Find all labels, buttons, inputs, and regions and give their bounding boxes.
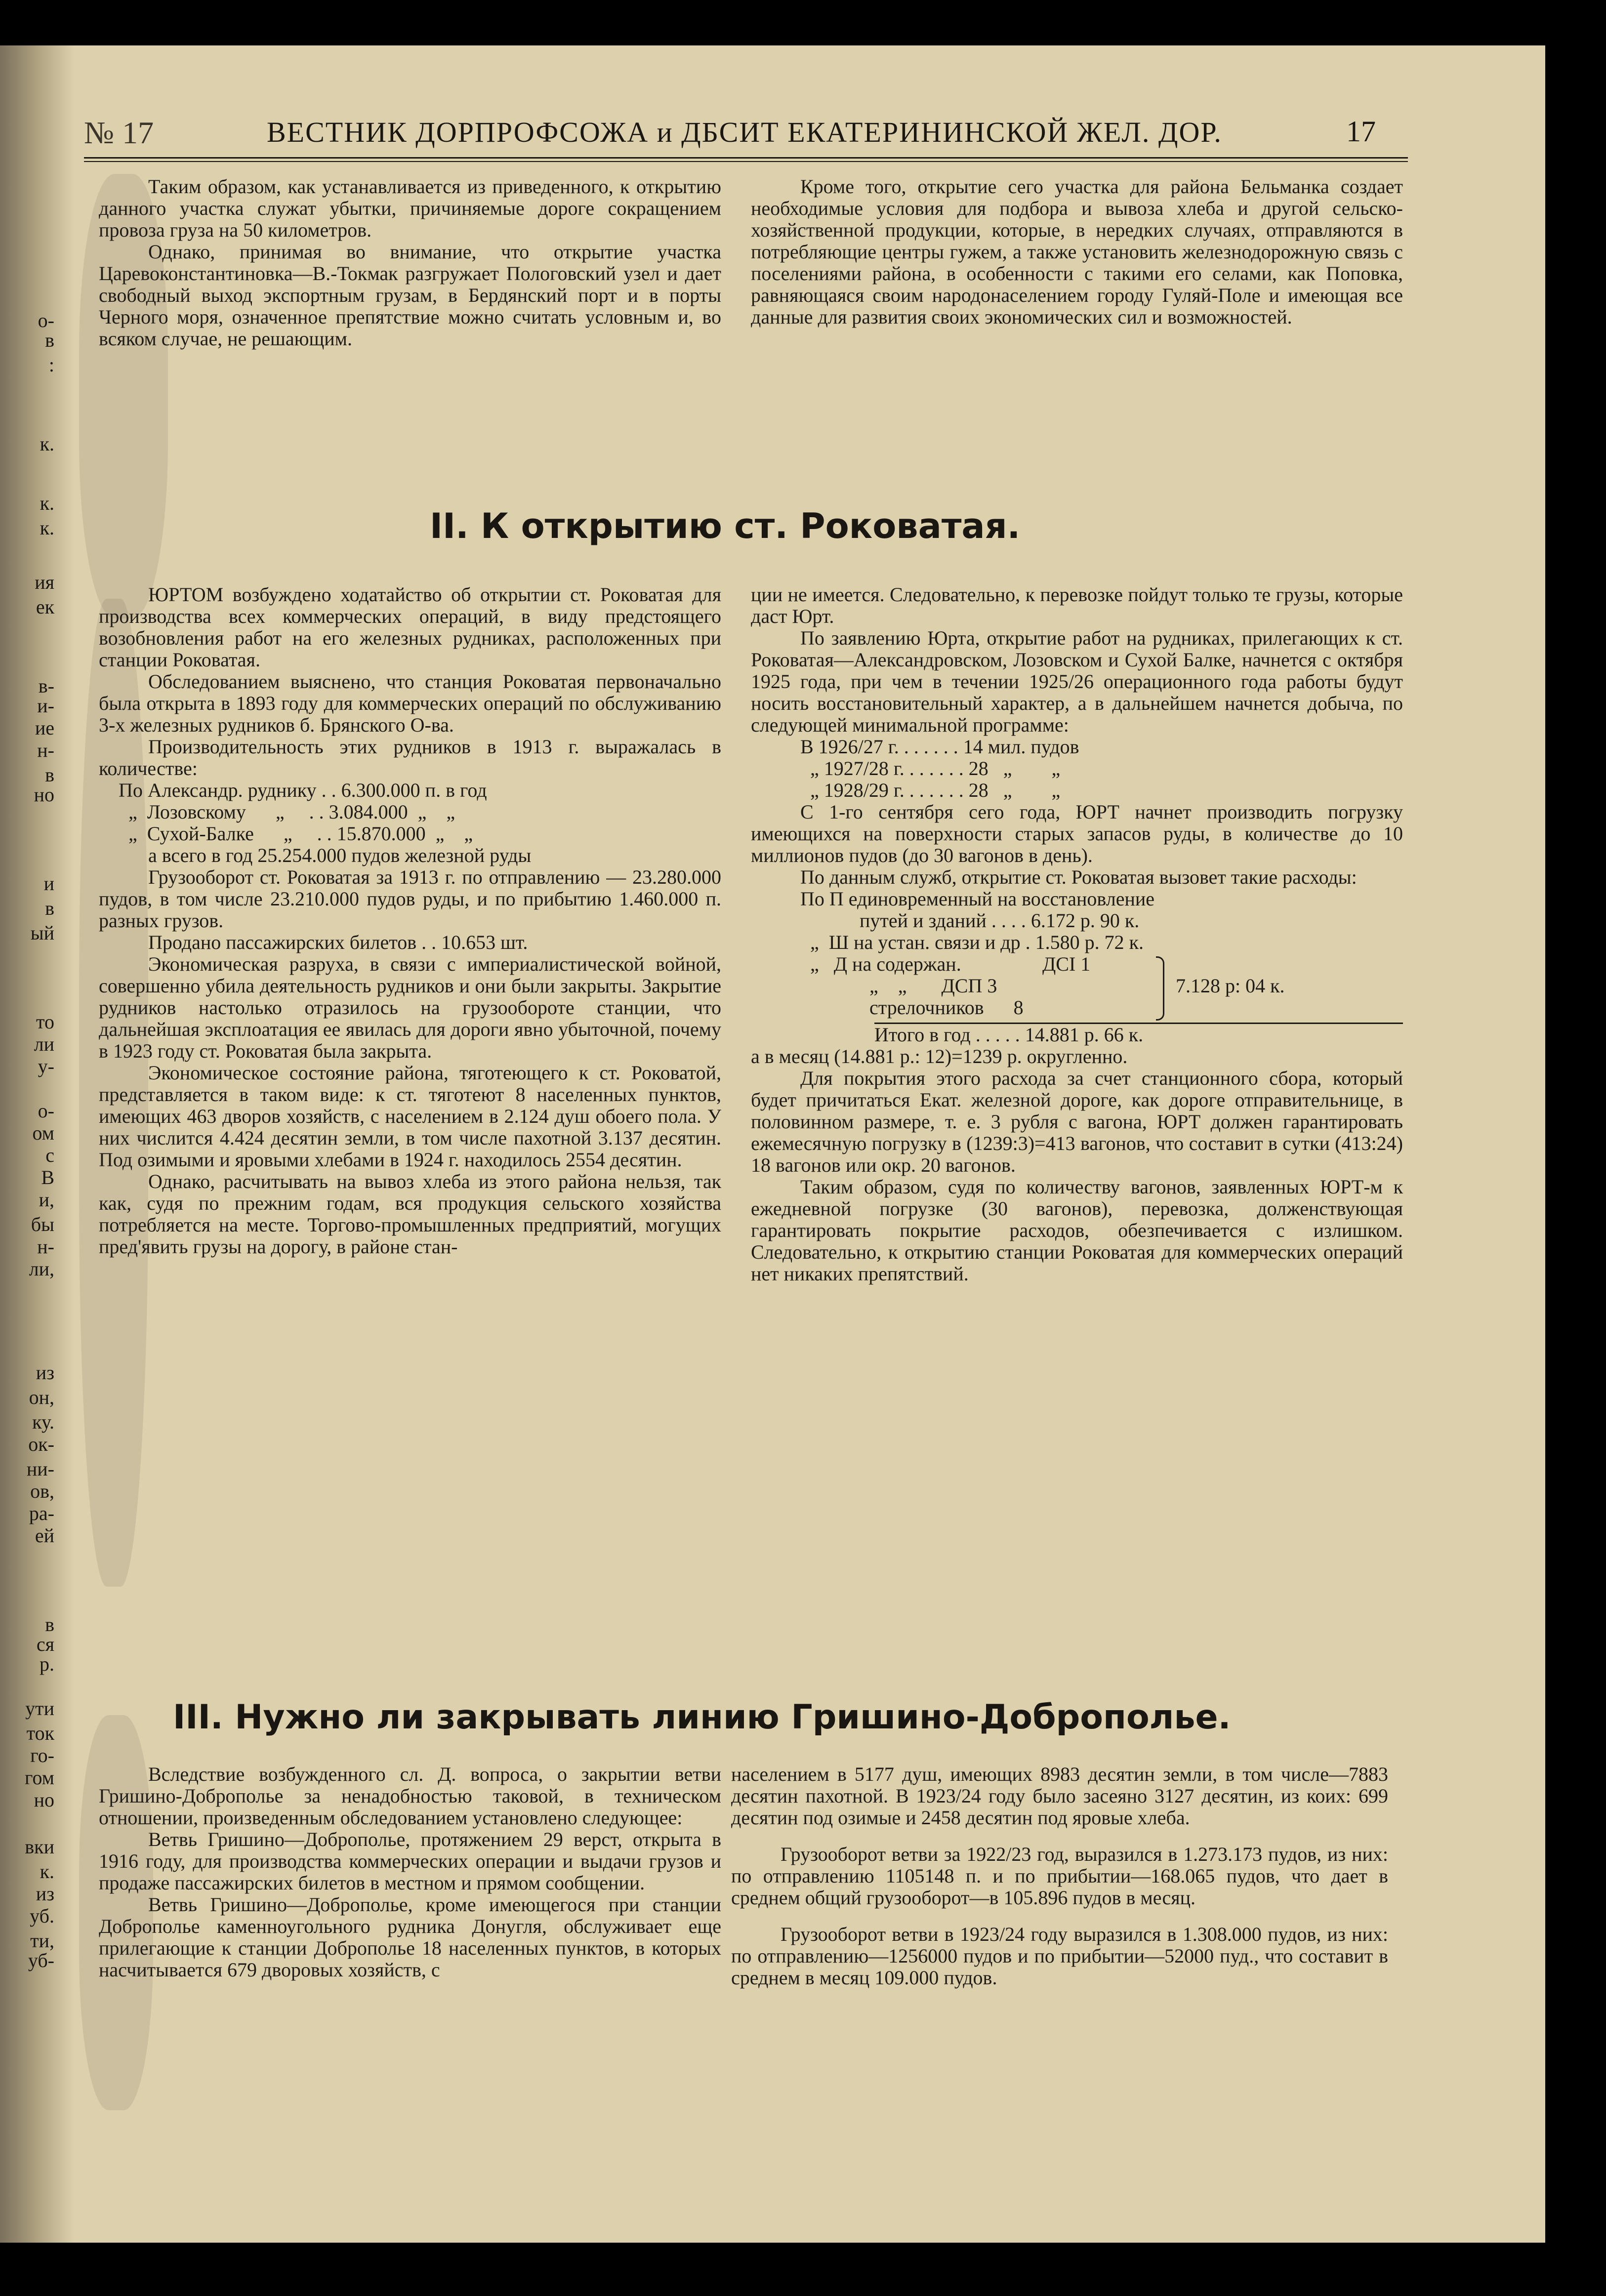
section3-left-column [99,1763,721,1981]
margin-fragment: он, [29,1386,54,1408]
section1-left-column [99,176,721,350]
paragraph: Экономическое состояние района, тяготеющего к ст. Роковатой, представляется в таком виде: к ст. тяготеют 8 населенных пунктов, имеющих 463 дворов хозяйств, с населением в 2.124 душ обоего пола. У них числится 4.424 десятин земли, в том числе пахотной 3.137 десятин. Под озимыми и яровыми хлебами в 1924 г. находилось 2554 десятин. [99,1062,721,1171]
running-header [84,115,1418,154]
margin-fragment: в [45,1613,54,1636]
issue-number: № 17 [84,115,154,150]
paragraph: По заявлению Юрта, открытие работ на рудниках, прилегающих к ст. Роковатая—Александровском, Лозовском и Сухой Балке, начнется с октября 1925 года, при чем в течении 1925/26 операционного года работы будут носить восстановительный характер, а в дальнейшем начнется добыча, по следующей минимальной программе: [751,627,1403,736]
program-row: В 1926/27 г. . . . . . . 14 мил. пудов [800,736,1079,758]
paragraph: Кроме того, открытие сего участка для района Бельманка создает необходимые условия для подбора и вывоза хлеба и другой сельско-хозяйственной продукции, которые, в нередких случаях, отправляются в потребляющие центры гужем, а также установить железнодорожную связь с поселениями района, в особенности с такими его селами, как Поповка, равняющаяся своим народонаселением городу Гуляй-Поле и имеющая все данные для развития своих экономических сил и возможностей. [751,175,1403,328]
margin-fragment: из [36,1883,54,1905]
margin-fragment: и, [39,1189,54,1211]
mine-row: „ Сухой-Балке „ . . 15.870.000 „ „ [119,822,473,845]
margin-fragment: ли, [29,1258,54,1280]
margin-fragment: в [45,764,54,786]
header-rule [84,157,1408,159]
margin-fragment: но [34,1789,54,1811]
paragraph: Ветвь Гришино—Доброполье, кроме имеющегося при станции Доброполье каменноугольного рудника Донугля, обслуживает еще прилегающие к станции Доброполье 18 населенных пунктов, в которых насчитывается 679 дворовых хозяйств, с [99,1893,721,1981]
margin-fragment: : [48,354,54,376]
margin-fragment: уб- [28,1949,54,1971]
header-title: ВЕСТНИК ДОРПРОФСОЖА и ДБСИТ ЕКАТЕРИНИНСКОЙ ЖЕЛ. ДОР. [267,116,1222,148]
margin-fragment: ек [36,596,54,618]
paragraph: Таким образом, судя по количеству вагонов, заявленных ЮРТ-м к ежедневной погрузке (30 вагонов), перевозка, долженствующая гарантировать покрытие расходов, обезпечивается с излишком. Следовательно, к открытию станции Роковатая для коммерческих операций нет никаких препятствий. [751,1176,1403,1285]
section1-right-column [751,176,1403,328]
margin-fragment: уб. [30,1905,54,1927]
section2-right-column [751,584,1403,1285]
maintenance-item: ДСІ 1 [1042,953,1091,975]
maintenance-block [751,953,1403,1023]
page-number: 17 [1346,115,1376,148]
margin-fragment: н- [37,739,54,761]
maintenance-brace [1156,956,1164,1021]
margin-fragment: из [36,1361,54,1384]
maintenance-label: „ Д на содержан. [800,953,961,975]
margin-fragment: гом [25,1766,54,1789]
margin-fragment: вки [25,1836,54,1858]
section3-heading: III. Нужно ли закрывать линию Гришино-Доброполье. [173,1698,1231,1737]
expense-row: По П единовременный на восстановление [800,888,1155,910]
margin-fragment: и- [37,695,54,717]
margin-fragment: ути [25,1697,54,1720]
margin-fragment: ку. [32,1411,54,1433]
mine-row: По Александр. руднику . . 6.300.000 п. в год [119,779,487,801]
margin-fragment: и [43,872,54,895]
program-row: „ 1928/29 г. . . . . . . 28 „ „ [800,779,1061,801]
paragraph: Таким образом, как устанавливается из приведенного, к открытию данного участка служат убытки, причиняемые дороге сокращением провоза груза на 50 километров. [99,175,721,241]
margin-fragment: ей [35,1524,54,1547]
margin-fragment: ый [30,922,54,944]
paragraph: С 1-го сентября сего года, ЮРТ начнет производить погрузку имеющихся на поверхности старых запасов руды, в количестве до 10 миллионов пудов (до 30 вагонов в день). [751,801,1403,866]
margin-fragment: В [41,1166,54,1189]
maintenance-sum: 7.128 р: 04 к. [1176,975,1285,997]
margin-fragment: в [45,329,54,351]
margin-fragment: ток [26,1722,54,1744]
expense-row: путей и зданий . . . . 6.172 р. 90 к. [800,909,1140,932]
margin-fragment: ок- [28,1433,54,1455]
expense-row: „ Ш на устан. связи и др . 1.580 р. 72 к. [800,931,1144,953]
paragraph: Обследованием выяснено, что станция Роковатая первоначально была открыта в 1893 году для коммерческих операций по обслуживанию 3-х железных рудников б. Брянского О-ва. [99,670,721,736]
paragraph: Грузооборот ветви в 1923/24 году выразился в 1.308.000 пудов, из них: по отправлению—1256000 пудов и по прибытии—52000 пуд., что составит в среднем в месяц 109.000 пудов. [731,1923,1388,1989]
program-row: „ 1927/28 г. . . . . . . 28 „ „ [800,757,1061,779]
margin-fragment: н- [37,1235,54,1258]
section2-heading: II. К открытию ст. Роковатая. [430,506,1021,546]
mine-row: „ Лозовскому „ . . 3.084.000 „ „ [119,801,455,823]
paragraph: населением в 5177 душ, имеющих 8983 десятин земли, в том числе—7883 десятин пахотной. В 1923/24 году было засеяно 3127 десятин, из коих: 699 десятин под озимые и 2458 десятин под яровые хлеба. [731,1763,1388,1829]
paragraph: Однако, принимая во внимание, что открытие участка Царевоконстантиновка—В.-Токмак разгружает Пологовский узел и дает свободный выход экспортным грузам, в Бердянский порт и в порты Черного моря, означенное препятствие можно считать условным и, во всяком случае, не решающим. [99,241,721,350]
margin-fragment: ни- [26,1458,54,1480]
paragraph: Экономическая разруха, в связи с империалистической войной, совершенно убила деятельность рудников и они были закрыты. Закрытие рудников настолько отразилось на грузообороте станции, что дальнейшая эксплоатация ее явилась для дороги явно убыточной, почему в 1923 году ст. Роковатая была закрыта. [99,953,721,1062]
paragraph: Грузооборот ветви за 1922/23 год, выразился в 1.273.173 пудов, из них: по отправлению 1105148 п. и по прибытии—168.065 пудов, что дает в среднем общий грузооборот—в 105.896 пудов в месяц. [731,1843,1388,1909]
margin-fragment: о- [38,309,54,331]
margin-fragment: у- [38,1055,54,1077]
margin-fragment: ти, [30,1929,54,1952]
paragraph: Производительность этих рудников в 1913 г. выражалась в количестве: [99,736,721,779]
margin-fragment: в [45,897,54,919]
paragraph: Для покрытия этого расхода за счет станционного сбора, который будет причитаться Екат. железной дороге, как дороге отправительнице, в половинном размере, т. е. 3 рубля с вагона, ЮРТ должен гарантировать ежемесячную погрузку в (1239:3)=413 вагонов, что составит в сутки (413:24) 18 вагонов или окр. 20 вагонов. [751,1067,1403,1176]
margin-fragment: ся [36,1633,54,1655]
paragraph: ции не имеется. Следовательно, к перевозке пойдут только те грузы, которые даст Юрт. [751,583,1403,627]
header-rule [84,161,1408,162]
margin-fragment: ом [32,1122,54,1144]
paragraph: Продано пассажирских билетов . . 10.653 шт. [148,931,528,953]
margin-fragment: с [45,1144,54,1166]
section3-right-column [731,1763,1388,1989]
total-line: Итого в год . . . . . 14.881 р. 66 к. [874,1024,1144,1046]
maintenance-item: стрелочников 8 [869,996,1024,1019]
margin-fragment: в- [38,675,54,697]
margin-fragment: го- [30,1744,54,1766]
margin-fragment: к. [40,492,54,514]
paragraph: а всего в год 25.254.000 пудов железной руды [148,844,532,866]
paragraph: ЮРТОМ возбуждено ходатайство об открытии ст. Роковатая для производства всех коммерческих операций, в виду предстоящего возобновления работ на его железных рудниках, расположенных при станции Роковатая. [99,583,721,671]
margin-fragment: ие [35,717,54,739]
margin-fragment: к. [40,1860,54,1883]
margin-fragment: о- [38,1100,54,1122]
section2-left-column [99,584,721,1258]
paragraph: Вследствие возбужденного сл. Д. вопроса, о закрытии ветви Гришино-Доброполье за ненадобностью таковой, в техническом отношении, произведенным обследованием установлено следующее: [99,1763,721,1829]
maintenance-item: „ „ ДСП 3 [869,975,997,997]
paragraph: Грузооборот ст. Роковатая за 1913 г. по отправлению — 23.280.000 пудов, в том числе 23.210.000 пудов руды, и по прибытию 1.460.000 п. разных грузов. [99,866,721,932]
margin-fragment: но [34,783,54,806]
paragraph: По данным служб, открытие ст. Роковатая вызовет такие расходы: [800,866,1357,888]
margin-fragment: то [36,1011,54,1033]
margin-fragment: ия [35,571,54,593]
margin-fragment: р. [40,1653,54,1675]
margin-fragment: ов, [30,1480,54,1502]
paragraph: а в месяц (14.881 р.: 12)=1239 р. округленно. [751,1045,1128,1067]
margin-fragment: бы [31,1213,54,1235]
paragraph: Ветвь Гришино—Доброполье, протяжением 29 верст, открыта в 1916 году, для производства коммерческих операции и выдачи грузов и продаже пассажирских билетов в местном и прямом сообщении. [99,1828,721,1894]
margin-fragment: ра- [29,1502,54,1524]
newspaper-page [0,45,1545,2243]
margin-fragment: ли [34,1033,54,1055]
paragraph: Однако, расчитывать на вывоз хлеба из этого района нельзя, так как, судя по прежним годам, вся продукция сельского хозяйства потребляется на месте. Торгово-промышленных предприятий, могущих пред'явить грузы на дорогу, в районе стан- [99,1170,721,1258]
margin-fragment: к. [40,517,54,539]
margin-fragment: к. [40,433,54,455]
